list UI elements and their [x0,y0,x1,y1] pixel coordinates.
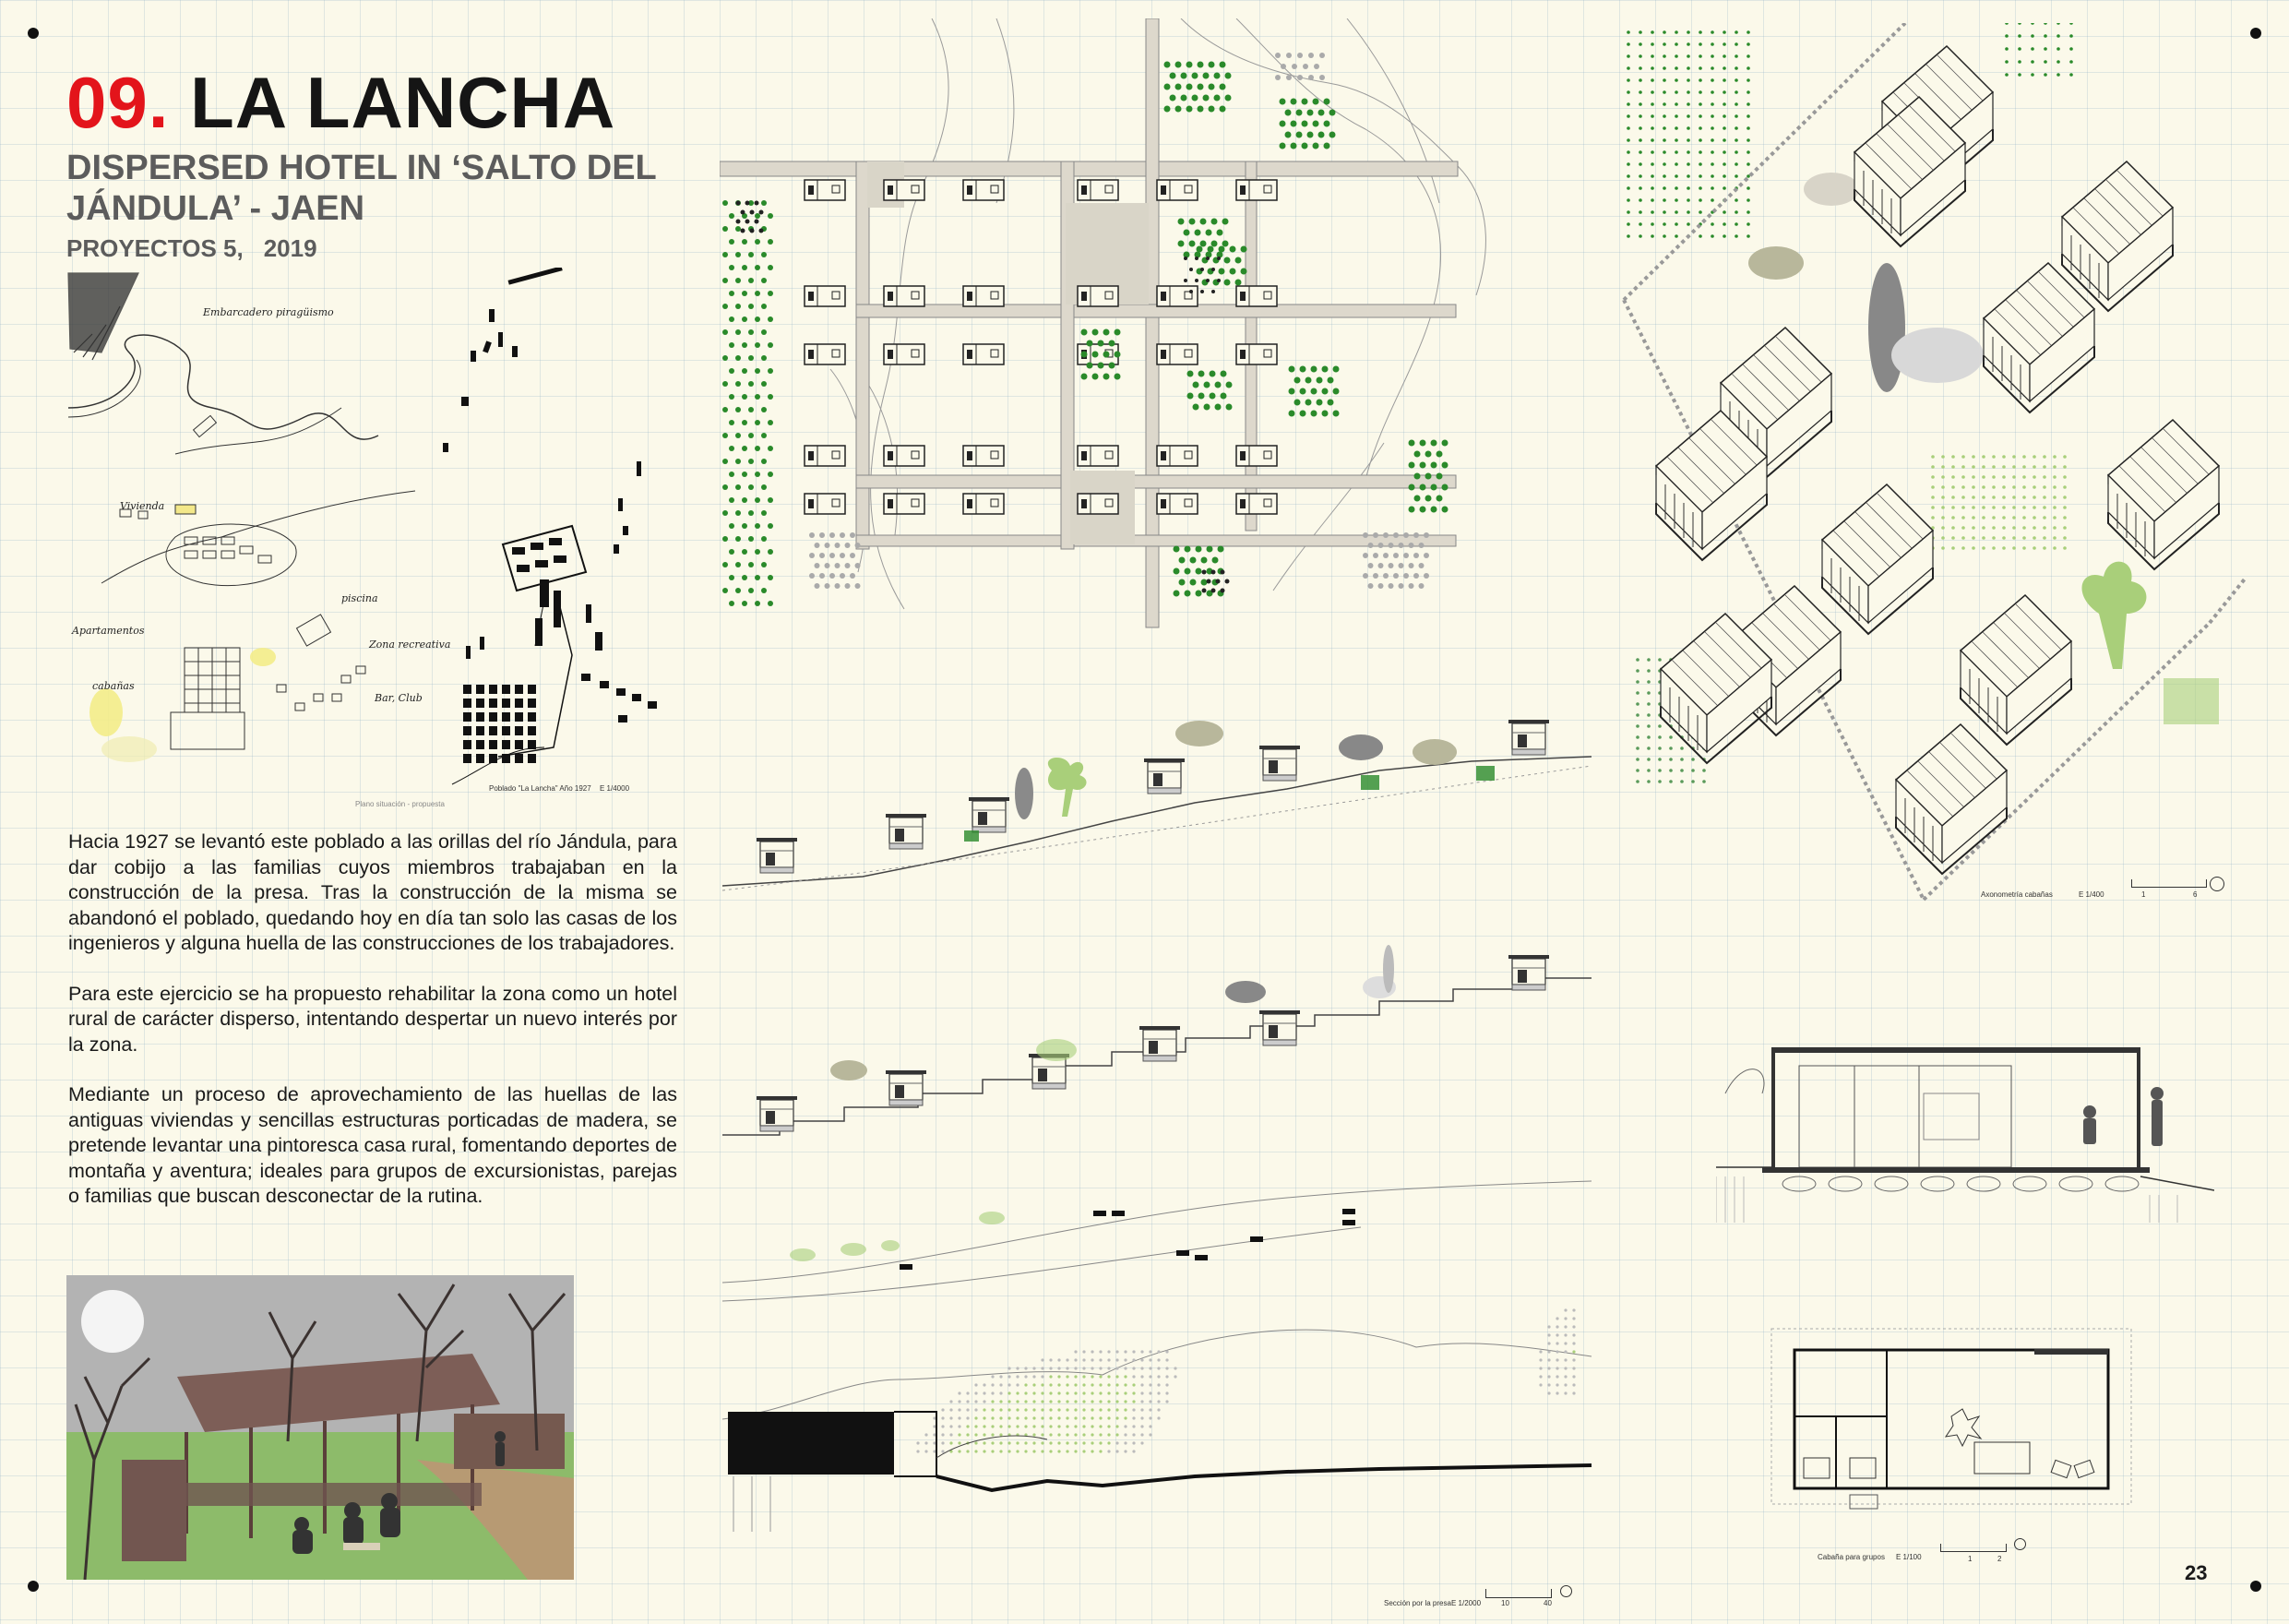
sketch-note-cabanas: cabañas [92,680,135,692]
subtitle: DISPERSED HOTEL IN ‘SALTO DEL JÁNDULA’ - JAEN [66,149,657,228]
axo-scale-bar-label-1: 1 [2141,890,2146,899]
sketch-caption: Plano situación - propuesta [355,800,445,808]
site-sketch [65,269,452,808]
cabin-section [1716,1038,2214,1223]
title-block [66,62,694,262]
paragraph-2: Para este ejercicio se ha propuesto rehabilitar la zona como un hotel rural de carácter disperso, intentando despertar un nuevo interés por la zona. [68,982,677,1056]
cabin-scale-bar [1940,1544,2007,1552]
dam-scale-bar-label-2: 40 [1544,1599,1552,1607]
course-line [66,234,694,262]
paragraph-3: Mediante un proceso de aprovechamiento de las huellas de las antiguas viviendas y sencillas estructuras porticadas de madera, se pretende levantar una pintoresca casa rural, fomentando deportes de montaña y aventura; ideales para grupos de excursionistas, parejas o familias que buscan desconectar de la rutina. [68,1083,677,1207]
axo-cabin-group [1656,46,2219,874]
course-year: 2019 [263,234,317,262]
paragraph-1: Hacia 1927 se levantó este poblado a las orillas del río Jándula, para dar cobijo a las familias cuyos miembros trabajaban en la construcción de la presa. Tras la construcción de la misma se abandonó el poblado, quedando hoy en día tan solo las casas de los ingenieros y alguna huella de las construcciones de los trabajadores. [68,830,677,954]
sketch-note-bar: Bar, Club [375,692,423,704]
page-title [66,62,694,143]
title-number: 09. [66,62,170,143]
sketch-note-apartamentos: Apartamentos [72,625,145,637]
dam-scale-bar-label-1: 10 [1501,1599,1509,1607]
axonometry-caption: Axonometría cabañas [1981,890,2053,899]
village-scale: E 1/4000 [600,784,630,793]
cabin-scale-bar-label-2: 2 [1997,1555,2002,1563]
cabin-north-icon [2014,1538,2026,1550]
site-sections [715,701,1601,1624]
page-number: 23 [2185,1561,2208,1584]
dam-scale-bar [1485,1589,1552,1598]
title-name: LA LANCHA [190,62,616,143]
sketch-note-vivienda: Vivienda [120,500,165,512]
corner-dot-top-right [2250,28,2261,39]
dam-north-icon [1560,1585,1572,1597]
dam-caption: Sección por la presa [1384,1599,1451,1607]
site-master-plan [720,18,1605,646]
village-house-grid [463,685,536,763]
axonometry-scale: E 1/400 [2079,890,2104,899]
project-description [68,830,677,1235]
cabin-plan [1767,1324,2136,1563]
corner-dot-bottom-right [2250,1581,2261,1592]
perspective-render [66,1275,574,1580]
section-3 [722,1181,1592,1301]
cabin-axonometry [1619,23,2247,909]
village-caption: Poblado "La Lancha" Año 1927 [489,784,591,793]
cabin-plan-grid [805,180,1277,514]
course-label: PROYECTOS 5, [66,234,244,262]
sketch-note-embarcadero: Embarcadero piragüismo [203,306,334,318]
section-2-cabins [757,955,1549,1131]
sketch-note-zona: Zona recreativa [369,639,451,651]
cabin-scale: E 1/100 [1896,1553,1922,1561]
dam-scale: E 1/2000 [1451,1599,1482,1607]
corner-dot-top-left [28,28,39,39]
village-1927-plan [434,268,701,794]
cabin-scale-bar-label-1: 1 [1968,1555,1973,1563]
sketch-note-piscina: piscina [341,592,378,604]
cabin-caption: Cabaña para grupos [1818,1553,1885,1561]
section-4-dam [722,1308,1592,1532]
corner-dot-bottom-left [28,1581,39,1592]
axo-north-icon [2210,877,2224,891]
axo-scale-bar [2131,879,2207,888]
axo-scale-bar-label-2: 6 [2193,890,2198,899]
